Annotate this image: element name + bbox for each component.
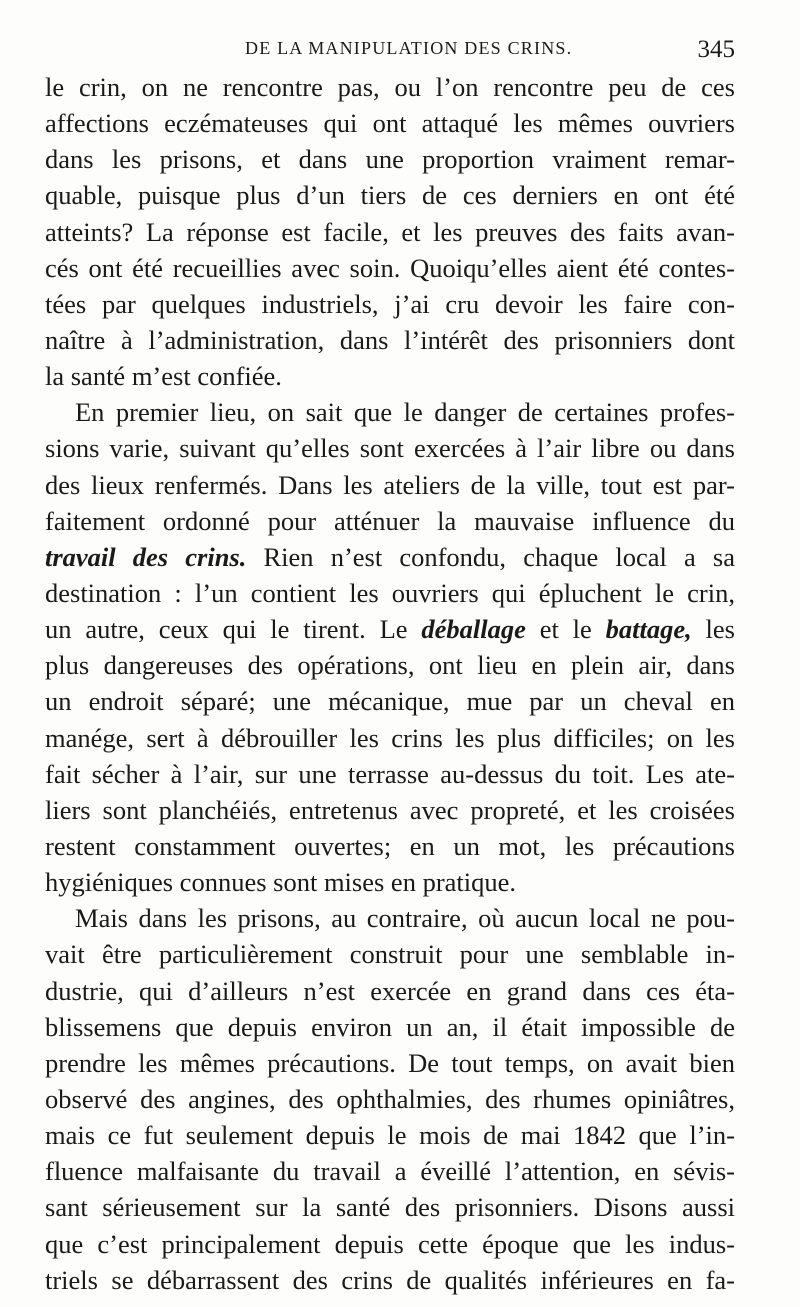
text-span: et le <box>525 614 606 645</box>
text-line <box>45 69 735 105</box>
text-span: un autre, ceux qui le tirent. Le <box>45 614 422 645</box>
text-line <box>45 358 735 394</box>
text-line <box>45 1081 735 1117</box>
running-title: DE LA MANIPULATION DES CRINS. <box>245 38 573 58</box>
text-span: que c’est principalement depuis cette époque que les indus- <box>45 1228 735 1259</box>
text-span: hygiéniques connues sont mises en pratique. <box>45 867 517 898</box>
text-line <box>45 1117 735 1153</box>
text-span: dans les prisons, et dans une proportion vraiment remar- <box>45 144 735 175</box>
text-span: un endroit séparé; une mécanique, mue par un cheval en <box>45 686 735 717</box>
text-span: observé des angines, des ophthalmies, des rhumes opiniâtres, <box>45 1083 735 1114</box>
text-line <box>45 286 735 322</box>
text-line <box>45 214 735 250</box>
italic-text: battage, <box>605 614 692 645</box>
text-line <box>45 936 735 972</box>
text-line <box>45 1189 735 1225</box>
text-span: blissemens que depuis environ un an, il était impossible de <box>45 1011 735 1042</box>
text-line <box>45 1226 735 1262</box>
text-span: quable, puisque plus d’un tiers de ces derniers en ont été <box>45 180 735 211</box>
text-span: la santé m’est confiée. <box>45 361 282 392</box>
text-line <box>45 105 735 141</box>
text-span: fait sécher à l’air, sur une terrasse au-dessus du toit. Les ate- <box>45 758 735 789</box>
text-line <box>45 467 735 503</box>
text-span: vait être particulièrement construit pour une semblable in- <box>45 939 735 970</box>
text-line <box>45 539 735 575</box>
text-line <box>45 683 735 719</box>
body-text <box>45 69 735 1298</box>
text-line <box>45 394 735 430</box>
text-span: manége, sert à débrouiller les crins les plus difficiles; on les <box>45 722 735 753</box>
text-span: atteints? La réponse est facile, et les preuves des faits avan- <box>45 216 735 247</box>
page-number: 345 <box>697 36 735 63</box>
text-span: les <box>691 614 735 645</box>
text-line <box>45 1045 735 1081</box>
text-span: restent constamment ouvertes; en un mot, les précautions <box>45 830 735 861</box>
text-line <box>45 828 735 864</box>
text-span: destination : l’un contient les ouvriers qui épluchent le crin, <box>45 577 735 608</box>
text-line <box>45 430 735 466</box>
text-line <box>45 756 735 792</box>
text-span: liers sont planchéiés, entretenus avec propreté, et les croisées <box>45 794 735 825</box>
text-line <box>45 611 735 647</box>
text-span: naître à l’administration, dans l’intérêt des prisonniers dont <box>45 324 735 355</box>
text-span: tées par quelques industriels, j’ai cru devoir les faire con- <box>45 288 735 319</box>
text-line <box>45 177 735 213</box>
text-line <box>45 250 735 286</box>
text-span: triels se débarrassent des crins de qualités inférieures en fa- <box>45 1264 735 1295</box>
text-line <box>45 575 735 611</box>
text-span: affections eczémateuses qui ont attaqué les mêmes ouvriers <box>45 108 735 139</box>
text-line <box>45 864 735 900</box>
text-line <box>45 900 735 936</box>
italic-text: travail des crins. <box>45 541 247 572</box>
text-line <box>45 720 735 756</box>
text-span: fluence malfaisante du travail a éveillé l’attention, en sévis- <box>45 1156 735 1187</box>
text-span: En premier lieu, on sait que le danger de certaines profes- <box>75 397 735 428</box>
text-span: dustrie, qui d’ailleurs n’est exercée en grand dans ces éta- <box>45 975 735 1006</box>
text-span: sant sérieusement sur la santé des prisonniers. Disons aussi <box>45 1192 735 1223</box>
text-span: cés ont été recueillies avec soin. Quoiqu’elles aient été contes- <box>45 252 735 283</box>
text-span: plus dangereuses des opérations, ont lieu en plein air, dans <box>45 650 735 681</box>
text-line <box>45 141 735 177</box>
text-span: Mais dans les prisons, au contraire, où aucun local ne pou- <box>75 903 735 934</box>
italic-text: déballage <box>421 614 526 645</box>
text-line <box>45 322 735 358</box>
text-line <box>45 1262 735 1298</box>
text-line <box>45 792 735 828</box>
text-span: faitement ordonné pour atténuer la mauvaise influence du <box>45 505 735 536</box>
text-line <box>45 647 735 683</box>
text-line <box>45 503 735 539</box>
text-span: des lieux renfermés. Dans les ateliers de la ville, tout est par- <box>45 469 735 500</box>
text-span: sions varie, suivant qu’elles sont exercées à l’air libre ou dans <box>45 433 735 464</box>
text-span: mais ce fut seulement depuis le mois de mai 1842 que l’in- <box>45 1120 735 1151</box>
text-line <box>45 973 735 1009</box>
text-line <box>45 1153 735 1189</box>
text-line <box>45 1009 735 1045</box>
text-span: Rien n’est confondu, chaque local a sa <box>246 541 735 572</box>
text-span: le crin, on ne rencontre pas, ou l’on rencontre peu de ces <box>45 72 735 102</box>
text-span: prendre les mêmes précautions. De tout temps, on avait bien <box>45 1047 735 1078</box>
